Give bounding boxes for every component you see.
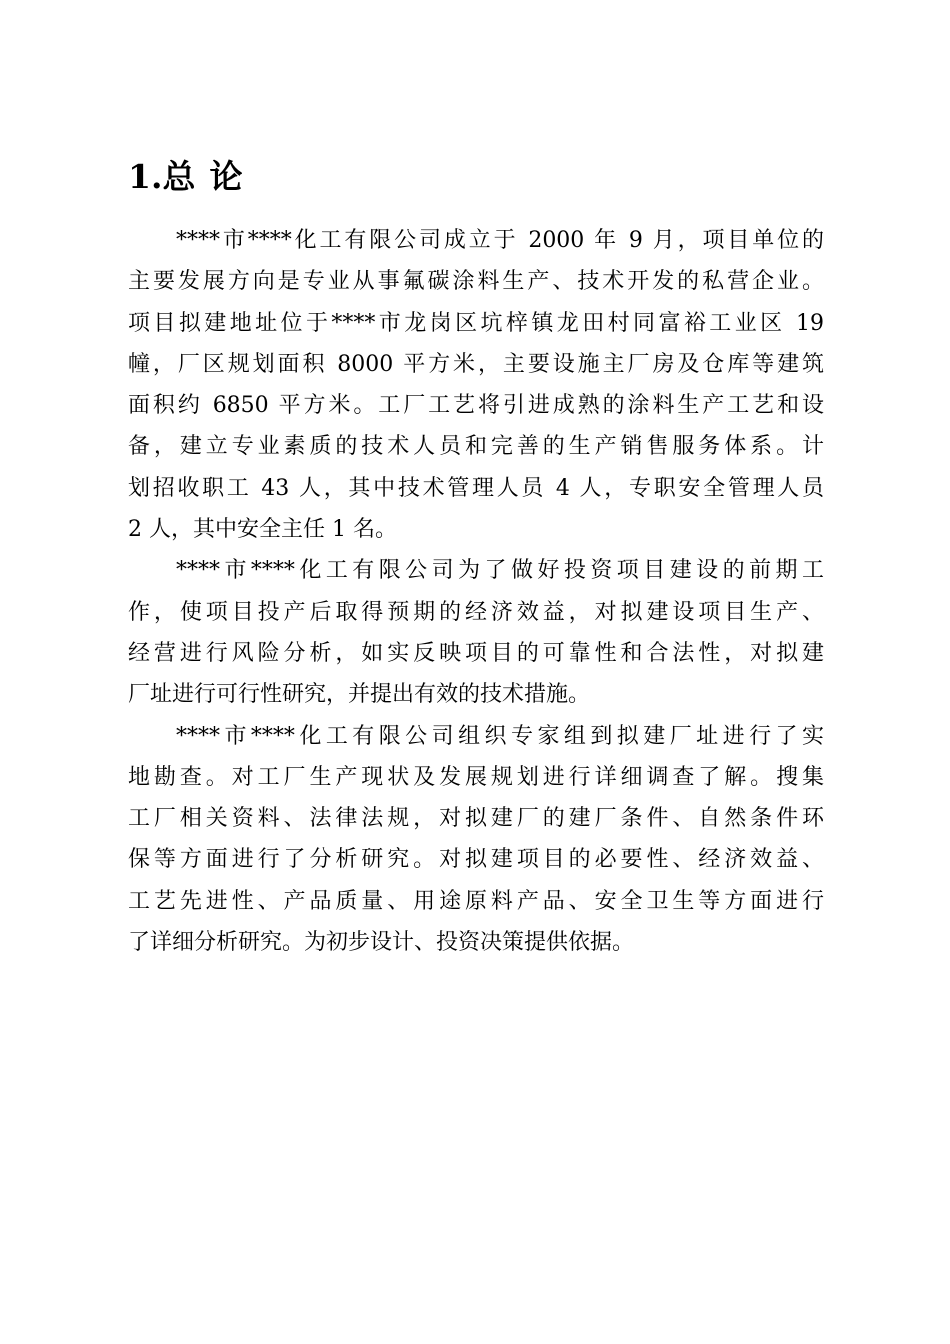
text-line: 划招收职工 43 人，其中技术管理人员 4 人，专职安全管理人员 [128,475,824,501]
text-line: ****市****化工有限公司为了做好投资项目建设的前期工 [176,558,824,584]
section-title-word-2: 论 [209,157,243,196]
paragraph-3 [128,716,824,964]
paragraph-1 [128,220,824,550]
section-heading [128,152,242,202]
section-title-word-1: 总 [162,157,196,196]
text-line: 作，使项目投产后取得预期的经济效益，对拟建设项目生产、 [128,599,824,625]
text-line: ****市****化工有限公司成立于 2000 年 9 月，项目单位的 [176,228,824,253]
text-line: 经营进行风险分析，如实反映项目的可靠性和合法性，对拟建 [128,640,824,666]
text-line: 面积约 6850 平方米。工厂工艺将引进成熟的涂料生产工艺和设 [128,393,824,419]
text-line: 工艺先进性、产品质量、用途原料产品、安全卫生等方面进行 [128,888,824,914]
text-line: 备，建立专业素质的技术人员和完善的生产销售服务体系。计 [128,434,824,460]
text-line: 2 人，其中安全主任 1 名。 [128,517,397,543]
text-line: 地勘查。对工厂生产现状及发展规划进行详细调查了解。搜集 [128,764,824,790]
text-line: 幢，厂区规划面积 8000 平方米，主要设施主厂房及仓库等建筑 [128,351,824,377]
text-line: 工厂相关资料、法律法规，对拟建厂的建厂条件、自然条件环 [128,806,824,832]
section-number: 1. [128,157,163,196]
text-line: 保等方面进行了分析研究。对拟建项目的必要性、经济效益、 [128,847,824,873]
text-line: 厂址进行可行性研究，并提出有效的技术措施。 [128,682,591,708]
paragraph-2 [128,550,824,715]
text-line: ****市****化工有限公司组织专家组到拟建厂址进行了实 [176,723,824,749]
text-line: 主要发展方向是专业从事氟碳涂料生产、技术开发的私营企业。 [128,269,824,295]
text-line: 了详细分析研究。为初步设计、投资决策提供依据。 [128,930,635,956]
text-line: 项目拟建地址位于****市龙岗区坑梓镇龙田村同富裕工业区 19 [128,310,824,336]
body-text [128,220,824,963]
